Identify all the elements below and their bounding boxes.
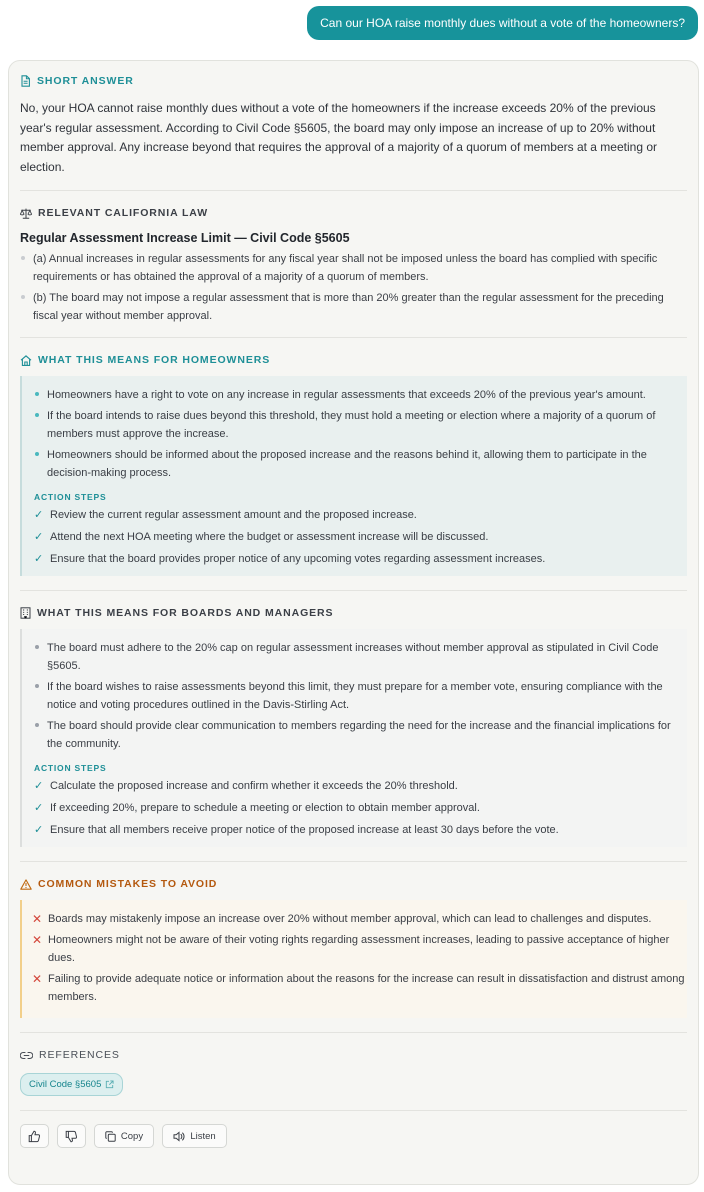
law-item: (a) Annual increases in regular assessments for any fiscal year shall not be imposed unless the board has complied with specific requirements or has obtained the approval of a majority of a quorum of members. — [20, 250, 687, 286]
listen-button[interactable] — [162, 1124, 227, 1148]
mistakes-heading-text: COMMON MISTAKES TO AVOID — [38, 878, 218, 890]
home-icon — [20, 355, 32, 366]
reference-chips — [20, 1073, 687, 1096]
boards-points — [34, 639, 687, 753]
listen-label: Listen — [190, 1130, 216, 1142]
boards-action-label: ACTION STEPS — [34, 763, 107, 773]
thumbs-down-button[interactable] — [57, 1124, 86, 1148]
check-icon: ✓ — [34, 824, 44, 836]
boards-point: The board should provide clear communication to members regarding the need for the increase and the financial implications for the community. — [34, 717, 687, 753]
boards-action-text: Calculate the proposed increase and confirm whether it exceeds the 20% threshold. — [50, 780, 458, 792]
mistake-item — [32, 931, 687, 967]
boards-action — [34, 822, 687, 838]
homeowners-action-text: Attend the next HOA meeting where the budget or assessment increase will be discussed. — [50, 531, 489, 543]
references-heading-text: REFERENCES — [39, 1049, 120, 1061]
boards-action-text: If exceeding 20%, prepare to schedule a meeting or election to obtain member approval. — [50, 802, 480, 814]
x-icon: ✕ — [32, 972, 43, 986]
link-icon — [20, 1051, 33, 1060]
law-item: (b) The board may not impose a regular assessment that is more than 20% greater than the regular assessment for the preceding fiscal year without member approval. — [20, 289, 687, 325]
thumbs-down-icon — [65, 1130, 78, 1143]
boards-point: If the board wishes to raise assessments beyond this limit, they must prepare for a member vote, ensuring compliance with the notice and voting procedures outlined in the Davis-Stirling Act. — [34, 678, 687, 714]
boards-action-text: Ensure that all members receive proper notice of the proposed increase at least 30 days before the vote. — [50, 824, 559, 836]
references-section — [20, 1033, 687, 1110]
boards-action — [34, 778, 687, 794]
homeowners-heading — [20, 353, 687, 367]
scale-icon — [20, 208, 32, 219]
mistake-text: Failing to provide adequate notice or information about the reasons for the increase can result in dissatisfaction and distrust among members. — [48, 973, 685, 1003]
document-icon — [20, 75, 31, 87]
mistakes-list — [32, 910, 687, 1006]
mistake-text: Homeowners might not be aware of their voting rights regarding assessment increases, leading to passive acceptance of higher dues. — [48, 934, 670, 964]
homeowners-action — [34, 507, 687, 523]
homeowners-panel — [20, 376, 687, 576]
copy-icon — [105, 1131, 116, 1142]
homeowners-point: Homeowners have a right to vote on any increase in regular assessments that exceeds 20% of the previous year's amount. — [34, 386, 687, 404]
law-heading — [20, 206, 687, 220]
building-icon — [20, 607, 31, 619]
law-list — [20, 250, 687, 325]
boards-actions — [34, 778, 687, 838]
reference-chip-label: Civil Code §5605 — [29, 1079, 102, 1090]
short-answer-heading — [20, 74, 687, 88]
mistakes-heading — [20, 877, 687, 891]
homeowners-actions — [34, 507, 687, 567]
check-icon: ✓ — [34, 553, 44, 565]
speaker-icon — [173, 1131, 185, 1142]
external-link-icon — [105, 1080, 114, 1089]
thumbs-up-icon — [28, 1130, 41, 1143]
homeowners-action-label: ACTION STEPS — [34, 492, 107, 502]
thumbs-up-button[interactable] — [20, 1124, 49, 1148]
homeowners-point: Homeowners should be informed about the proposed increase and the reasons behind it, allowing them to participate in the decision-making process. — [34, 446, 687, 482]
law-section — [20, 191, 687, 337]
divider — [20, 1110, 687, 1111]
homeowners-action — [34, 529, 687, 545]
homeowners-point: If the board intends to raise dues beyond this threshold, they must hold a meeting or election where a majority of a quorum of members must approve the increase. — [34, 407, 687, 443]
response-toolbar — [20, 1124, 687, 1148]
homeowners-heading-text: WHAT THIS MEANS FOR HOMEOWNERS — [38, 354, 271, 366]
check-icon: ✓ — [34, 802, 44, 814]
mistakes-panel — [20, 900, 687, 1018]
boards-heading-text: WHAT THIS MEANS FOR BOARDS AND MANAGERS — [37, 607, 334, 619]
x-icon: ✕ — [32, 933, 43, 947]
homeowners-points — [34, 386, 687, 482]
homeowners-section — [20, 338, 687, 590]
warning-icon — [20, 879, 32, 890]
mistake-text: Boards may mistakenly impose an increase over 20% without member approval, which can lead to challenges and disputes. — [48, 913, 652, 925]
short-answer-text: No, your HOA cannot raise monthly dues without a vote of the homeowners if the increase exceeds 20% of the previous year's regular assessment. According to Civil Code §5605, the board may only impose an increase of up to 20% without member approval. Any increase beyond that requires the approval of a majority of a quorum of members at a meeting or election. — [20, 101, 657, 174]
boards-action — [34, 800, 687, 816]
answer-card — [8, 60, 699, 1185]
mistake-item — [32, 910, 687, 928]
references-heading — [20, 1048, 687, 1062]
copy-button[interactable] — [94, 1124, 154, 1148]
law-heading-text: RELEVANT CALIFORNIA LAW — [38, 207, 209, 219]
short-answer-section — [20, 61, 687, 190]
homeowners-action-text: Ensure that the board provides proper notice of any upcoming votes regarding assessment increases. — [50, 553, 546, 565]
copy-label: Copy — [120, 1130, 144, 1142]
boards-panel — [20, 629, 687, 847]
check-icon: ✓ — [34, 509, 44, 521]
boards-heading — [20, 606, 687, 620]
check-icon: ✓ — [34, 780, 44, 792]
law-title: Regular Assessment Increase Limit — Civil Code §5605 — [20, 231, 350, 245]
short-answer-heading-text: SHORT ANSWER — [37, 75, 134, 87]
check-icon: ✓ — [34, 531, 44, 543]
boards-point: The board must adhere to the 20% cap on regular assessment increases without member approval as stipulated in Civil Code §5605. — [34, 639, 687, 675]
homeowners-action — [34, 551, 687, 567]
user-question-bubble: Can our HOA raise monthly dues without a vote of the homeowners? — [307, 6, 698, 40]
mistake-item — [32, 970, 687, 1006]
boards-section — [20, 591, 687, 861]
homeowners-action-text: Review the current regular assessment amount and the proposed increase. — [50, 509, 417, 521]
mistakes-section — [20, 862, 687, 1032]
x-icon: ✕ — [32, 912, 43, 926]
reference-chip-civil-code-5605[interactable] — [20, 1073, 123, 1096]
